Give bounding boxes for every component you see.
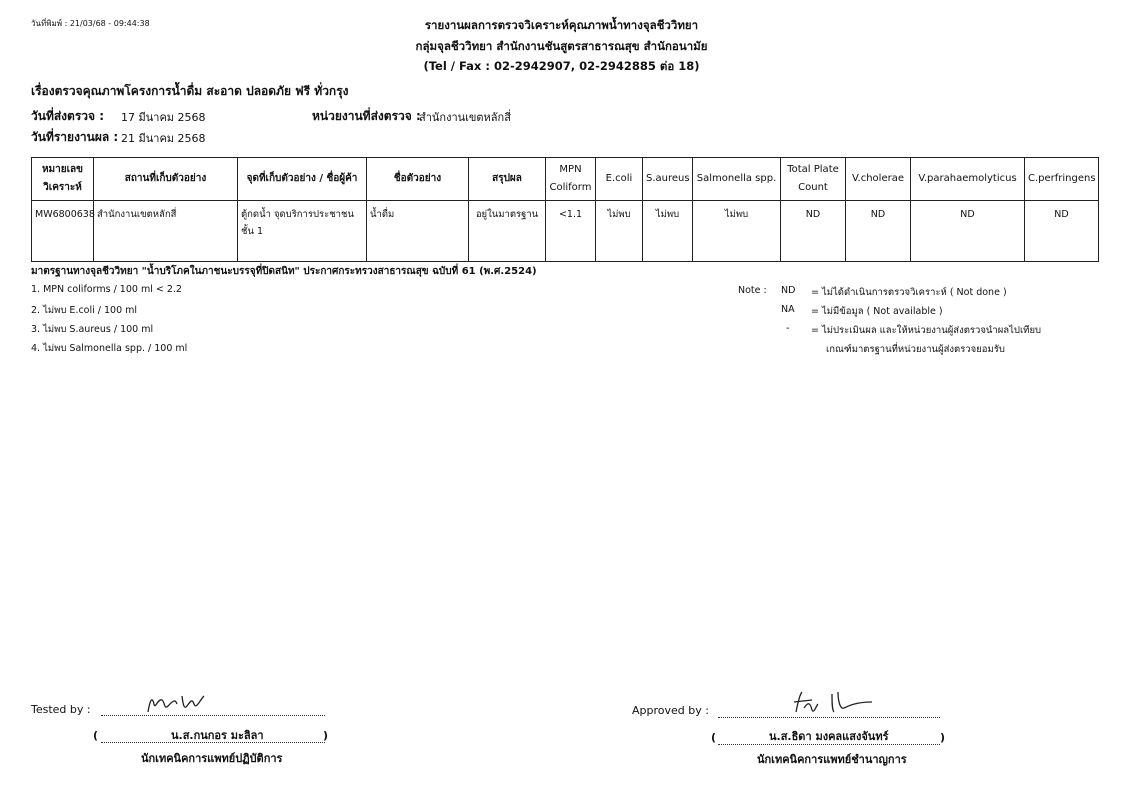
col-result: สรุปผล xyxy=(469,158,546,201)
cell-vpara: ND xyxy=(911,201,1025,262)
note-code-nd: ND xyxy=(781,285,796,296)
col-mpn-line2: Coliform xyxy=(549,182,592,193)
note-label: Note : xyxy=(738,285,767,296)
col-vpara: V.parahaemolyticus xyxy=(911,158,1025,201)
approved-position: นักเทคนิคการแพทย์ชำนาญการ xyxy=(757,753,907,766)
col-lab-number-line1: หมายเลข xyxy=(41,164,84,175)
cell-cperf: ND xyxy=(1025,201,1099,262)
tested-name-open-paren: ( xyxy=(93,729,99,742)
tested-signature-line xyxy=(101,714,325,716)
report-date-value: 21 มีนาคม 2568 xyxy=(121,132,206,145)
tested-signature xyxy=(142,690,212,718)
col-lab-number-line2: วิเคราะห์ xyxy=(43,182,82,193)
cell-sample: น้ำดื่ม xyxy=(367,201,469,262)
cell-ecoli: ไม่พบ xyxy=(596,201,643,262)
col-ecoli: E.coli xyxy=(596,158,643,201)
cell-point: ตู้กดน้ำ จุดบริการประชาชน ชั้น 1 xyxy=(238,201,367,262)
table-header-row xyxy=(32,158,1099,201)
tested-name: น.ส.กนกอร มะลิลา xyxy=(171,729,264,742)
col-saureus: S.aureus xyxy=(643,158,693,201)
standard-item: 1. MPN coliforms / 100 ml < 2.2 xyxy=(31,284,182,295)
col-mpn-line1: MPN xyxy=(559,164,582,175)
cell-location: สำนักงานเขตหลักสี่ xyxy=(94,201,238,262)
tested-by-label: Tested by : xyxy=(31,703,91,716)
col-tpc-line2: Count xyxy=(798,182,828,193)
note-code-na: NA xyxy=(781,304,795,315)
sending-unit-value: สำนักงานเขตหลักสี่ xyxy=(419,111,511,124)
cell-salmonella: ไม่พบ xyxy=(693,201,781,262)
col-location: สถานที่เก็บตัวอย่าง xyxy=(94,158,238,201)
tested-position: นักเทคนิคการแพทย์ปฏิบัติการ xyxy=(141,752,283,765)
print-timestamp: วันที่พิมพ์ : 21/03/68 - 09:44:38 xyxy=(31,19,150,28)
sent-date-value: 17 มีนาคม 2568 xyxy=(121,111,206,124)
cell-vcholerae: ND xyxy=(846,201,911,262)
col-point: จุดที่เก็บตัวอย่าง / ชื่อผู้ค้า xyxy=(238,158,367,201)
results-table xyxy=(31,157,1099,262)
note-continuation: เกณฑ์มาตรฐานที่หน่วยงานผู้ส่งตรวจยอมรับ xyxy=(826,344,1005,355)
report-subject: เรื่องตรวจคุณภาพโครงการน้ำดื่ม สะอาด ปลอดภัย ฟรี ทั่วกรุง xyxy=(31,84,349,98)
sent-date-label: วันที่ส่งตรวจ : xyxy=(31,109,105,123)
note-text-nd: = ไม่ได้ดำเนินการตรวจวิเคราะห์ ( Not done ) xyxy=(811,287,1007,298)
note-code-dash: - xyxy=(786,323,790,334)
sending-unit-label: หน่วยงานที่ส่งตรวจ : xyxy=(312,109,421,123)
cell-lab-number: MW6800638 xyxy=(32,201,94,262)
col-salmonella: Salmonella spp. xyxy=(693,158,781,201)
cell-tpc: ND xyxy=(781,201,846,262)
col-sample: ชื่อตัวอย่าง xyxy=(367,158,469,201)
report-department: กลุ่มจุลชีววิทยา สำนักงานชันสูตรสาธารณสุข สำนักอนามัย xyxy=(415,39,708,53)
cell-result: อยู่ในมาตรฐาน xyxy=(469,201,546,262)
cell-saureus: ไม่พบ xyxy=(643,201,693,262)
standard-item: 3. ไม่พบ S.aureus / 100 ml xyxy=(31,324,154,335)
standard-item: 4. ไม่พบ Salmonella spp. / 100 ml xyxy=(31,343,188,354)
table-row xyxy=(32,201,1099,262)
col-vcholerae: V.cholerae xyxy=(846,158,911,201)
col-tpc xyxy=(781,158,846,201)
standard-item: 2. ไม่พบ E.coli / 100 ml xyxy=(31,305,138,316)
approved-name-open-paren: ( xyxy=(711,731,717,744)
col-tpc-line1: Total Plate xyxy=(787,164,839,175)
standards-title: มาตรฐานทางจุลชีววิทยา "น้ำบริโภคในภาชนะบรรจุที่ปิดสนิท" ประกาศกระทรวงสาธารณสุข ฉบับที่ 61 (พ.ศ.2524) xyxy=(31,266,537,277)
tested-name-close-paren: ) xyxy=(323,729,329,742)
approved-name-close-paren: ) xyxy=(940,731,946,744)
approved-signature xyxy=(788,688,878,718)
note-text-dash: = ไม่ประเมินผล และให้หน่วยงานผู้ส่งตรวจนำผลไปเทียบ xyxy=(811,325,1042,336)
report-date-label: วันที่รายงานผล : xyxy=(31,130,119,144)
col-mpn xyxy=(546,158,596,201)
col-lab-number xyxy=(32,158,94,201)
col-cperf: C.perfringens xyxy=(1025,158,1099,201)
report-contact: (Tel / Fax : 02-2942907, 02-2942885 ต่อ 18) xyxy=(423,59,700,73)
approved-by-label: Approved by : xyxy=(632,704,709,717)
cell-mpn: <1.1 xyxy=(546,201,596,262)
note-text-na: = ไม่มีข้อมูล ( Not available ) xyxy=(811,306,943,317)
approved-name: น.ส.ธิดา มงคลแสงจันทร์ xyxy=(769,730,889,743)
report-title: รายงานผลการตรวจวิเคราะห์คุณภาพน้ำทางจุลชีววิทยา xyxy=(424,18,699,32)
